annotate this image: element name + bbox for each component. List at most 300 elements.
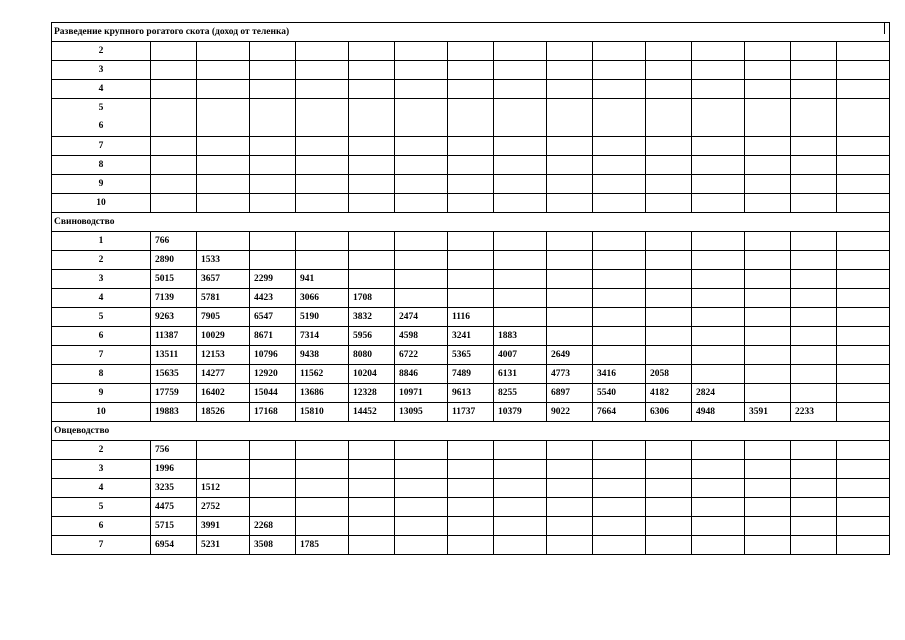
- value-cell: [349, 42, 395, 61]
- value-cell: [791, 517, 837, 536]
- value-cell: [791, 441, 837, 460]
- section-header-row: [52, 422, 890, 441]
- value-cell: [151, 61, 197, 80]
- table-row: [52, 99, 890, 137]
- value-cell: [296, 232, 349, 251]
- value-cell: [197, 61, 250, 80]
- year-number: 5: [98, 103, 104, 113]
- value-cell: [837, 441, 890, 460]
- value-cell: [593, 441, 646, 460]
- value-cell: [494, 42, 547, 61]
- value-cell: [791, 289, 837, 308]
- value-cell: [151, 42, 197, 61]
- value-cell: 2752: [197, 498, 250, 517]
- value-cell: [837, 175, 890, 194]
- value-cell: [646, 175, 692, 194]
- value-cell: [494, 270, 547, 289]
- value-cell: [837, 61, 890, 80]
- table-row: [52, 42, 890, 61]
- year-number-cell: 3: [52, 460, 151, 479]
- value-cell: 14277: [197, 365, 250, 384]
- value-cell: [547, 251, 593, 270]
- value-cell: [791, 175, 837, 194]
- value-cell: 5190: [296, 308, 349, 327]
- value-cell: [349, 270, 395, 289]
- year-number-cell: [52, 99, 151, 137]
- value-cell: [837, 365, 890, 384]
- value-cell: [197, 441, 250, 460]
- value-cell: 8846: [395, 365, 448, 384]
- value-cell: 3508: [250, 536, 296, 555]
- value-cell: [837, 384, 890, 403]
- value-cell: 5540: [593, 384, 646, 403]
- value-cell: 7489: [448, 365, 494, 384]
- value-cell: [745, 251, 791, 270]
- value-cell: 10029: [197, 327, 250, 346]
- value-cell: [837, 536, 890, 555]
- value-cell: [837, 42, 890, 61]
- value-cell: [448, 251, 494, 270]
- value-cell: 3241: [448, 327, 494, 346]
- value-cell: 8671: [250, 327, 296, 346]
- year-number-cell: 6: [52, 517, 151, 536]
- value-cell: [151, 137, 197, 156]
- value-cell: [296, 251, 349, 270]
- value-cell: [692, 289, 745, 308]
- value-cell: [593, 460, 646, 479]
- value-cell: [646, 327, 692, 346]
- section-header-row: [52, 23, 890, 42]
- value-cell: [494, 498, 547, 517]
- value-cell: [151, 194, 197, 213]
- value-cell: [646, 441, 692, 460]
- value-cell: [197, 80, 250, 99]
- value-cell: 6306: [646, 403, 692, 422]
- value-cell: [250, 498, 296, 517]
- value-cell: [692, 346, 745, 365]
- value-cell: [791, 99, 837, 137]
- value-cell: [646, 346, 692, 365]
- value-cell: [547, 80, 593, 99]
- value-cell: [791, 270, 837, 289]
- value-cell: [395, 137, 448, 156]
- value-cell: [646, 156, 692, 175]
- value-cell: 12153: [197, 346, 250, 365]
- value-cell: [745, 308, 791, 327]
- year-number-cell: 2: [52, 42, 151, 61]
- value-cell: [791, 61, 837, 80]
- value-cell: [791, 137, 837, 156]
- value-cell: 5956: [349, 327, 395, 346]
- value-cell: [349, 498, 395, 517]
- value-cell: 4948: [692, 403, 745, 422]
- value-cell: [547, 327, 593, 346]
- value-cell: [692, 99, 745, 137]
- value-cell: [349, 232, 395, 251]
- year-number-cell: 4: [52, 289, 151, 308]
- value-cell: [692, 80, 745, 99]
- value-cell: 9613: [448, 384, 494, 403]
- value-cell: [197, 232, 250, 251]
- value-cell: [448, 194, 494, 213]
- value-cell: [692, 137, 745, 156]
- value-cell: [837, 308, 890, 327]
- value-cell: [745, 80, 791, 99]
- value-cell: 2299: [250, 270, 296, 289]
- value-cell: [745, 270, 791, 289]
- value-cell: 15810: [296, 403, 349, 422]
- value-cell: [395, 175, 448, 194]
- value-cell: [692, 251, 745, 270]
- table-row: [52, 194, 890, 213]
- value-cell: 4007: [494, 346, 547, 365]
- value-cell: [395, 232, 448, 251]
- year-number-cell: 2: [52, 251, 151, 270]
- value-cell: 1883: [494, 327, 547, 346]
- value-cell: [593, 536, 646, 555]
- value-cell: [448, 441, 494, 460]
- value-cell: [448, 99, 494, 137]
- value-cell: [646, 498, 692, 517]
- value-cell: [593, 346, 646, 365]
- value-cell: 3066: [296, 289, 349, 308]
- table-row: [52, 498, 890, 517]
- value-cell: [151, 99, 197, 137]
- value-cell: [547, 194, 593, 213]
- value-cell: 5231: [197, 536, 250, 555]
- value-cell: [250, 156, 296, 175]
- value-cell: [349, 61, 395, 80]
- value-cell: 12328: [349, 384, 395, 403]
- value-cell: [395, 441, 448, 460]
- value-cell: [646, 251, 692, 270]
- value-cell: [448, 232, 494, 251]
- value-cell: 17759: [151, 384, 197, 403]
- value-cell: [593, 61, 646, 80]
- value-cell: [646, 137, 692, 156]
- value-cell: [745, 365, 791, 384]
- value-cell: [197, 194, 250, 213]
- value-cell: [494, 460, 547, 479]
- value-cell: [349, 156, 395, 175]
- value-cell: [837, 251, 890, 270]
- value-cell: 6547: [250, 308, 296, 327]
- value-cell: 6131: [494, 365, 547, 384]
- section-title: Овцеводство: [52, 422, 890, 441]
- value-cell: [745, 61, 791, 80]
- value-cell: 4423: [250, 289, 296, 308]
- value-cell: [547, 99, 593, 137]
- value-cell: [448, 479, 494, 498]
- value-cell: 3657: [197, 270, 250, 289]
- table-row: [52, 536, 890, 555]
- value-cell: [837, 289, 890, 308]
- value-cell: [349, 251, 395, 270]
- value-cell: [494, 517, 547, 536]
- value-cell: [349, 460, 395, 479]
- value-cell: [547, 517, 593, 536]
- value-cell: [250, 175, 296, 194]
- value-cell: 7664: [593, 403, 646, 422]
- value-cell: [395, 479, 448, 498]
- value-cell: [197, 99, 250, 137]
- value-cell: [296, 479, 349, 498]
- value-cell: [547, 232, 593, 251]
- value-cell: [745, 517, 791, 536]
- value-cell: [395, 289, 448, 308]
- value-cell: [197, 156, 250, 175]
- value-cell: [547, 308, 593, 327]
- table-row: [52, 460, 890, 479]
- table-row: [52, 327, 890, 346]
- value-cell: 13686: [296, 384, 349, 403]
- value-cell: [791, 156, 837, 175]
- value-cell: [448, 517, 494, 536]
- value-cell: [296, 460, 349, 479]
- table-row: [52, 156, 890, 175]
- value-cell: [791, 479, 837, 498]
- year-number-cell: 7: [52, 536, 151, 555]
- value-cell: [494, 137, 547, 156]
- value-cell: [494, 441, 547, 460]
- value-cell: 766: [151, 232, 197, 251]
- value-cell: 13095: [395, 403, 448, 422]
- value-cell: [646, 232, 692, 251]
- value-cell: [151, 175, 197, 194]
- value-cell: [791, 498, 837, 517]
- value-cell: [296, 80, 349, 99]
- value-cell: [791, 536, 837, 555]
- value-cell: 19883: [151, 403, 197, 422]
- value-cell: 4773: [547, 365, 593, 384]
- value-cell: [593, 498, 646, 517]
- value-cell: [593, 251, 646, 270]
- table-row: [52, 251, 890, 270]
- value-cell: 6722: [395, 346, 448, 365]
- value-cell: [494, 194, 547, 213]
- value-cell: 6897: [547, 384, 593, 403]
- year-number-cell: 5: [52, 308, 151, 327]
- table-row: [52, 365, 890, 384]
- value-cell: [745, 42, 791, 61]
- value-cell: [395, 156, 448, 175]
- value-cell: 15635: [151, 365, 197, 384]
- value-cell: 13511: [151, 346, 197, 365]
- value-cell: [296, 194, 349, 213]
- value-cell: [547, 270, 593, 289]
- value-cell: [494, 289, 547, 308]
- value-cell: [349, 99, 395, 137]
- value-cell: 2474: [395, 308, 448, 327]
- value-cell: 1785: [296, 536, 349, 555]
- value-cell: 9022: [547, 403, 593, 422]
- value-cell: 12920: [250, 365, 296, 384]
- table-row: [52, 308, 890, 327]
- value-cell: [692, 232, 745, 251]
- value-cell: 8080: [349, 346, 395, 365]
- value-cell: [837, 194, 890, 213]
- value-cell: 3235: [151, 479, 197, 498]
- value-cell: [494, 536, 547, 555]
- value-cell: [646, 308, 692, 327]
- value-cell: 17168: [250, 403, 296, 422]
- value-cell: [837, 232, 890, 251]
- value-cell: [837, 460, 890, 479]
- value-cell: [593, 42, 646, 61]
- value-cell: [692, 61, 745, 80]
- value-cell: [448, 42, 494, 61]
- year-number-cell: 10: [52, 403, 151, 422]
- value-cell: 14452: [349, 403, 395, 422]
- value-cell: 5715: [151, 517, 197, 536]
- value-cell: [593, 327, 646, 346]
- value-cell: 2649: [547, 346, 593, 365]
- value-cell: [448, 137, 494, 156]
- value-cell: [547, 498, 593, 517]
- income-table: [51, 22, 890, 555]
- value-cell: 3991: [197, 517, 250, 536]
- value-cell: [745, 175, 791, 194]
- value-cell: [791, 384, 837, 403]
- value-cell: [692, 194, 745, 213]
- value-cell: [349, 175, 395, 194]
- value-cell: [745, 460, 791, 479]
- value-cell: [791, 80, 837, 99]
- value-cell: [296, 61, 349, 80]
- value-cell: [791, 42, 837, 61]
- value-cell: [791, 194, 837, 213]
- value-cell: [791, 460, 837, 479]
- value-cell: 11737: [448, 403, 494, 422]
- value-cell: [692, 517, 745, 536]
- value-cell: [494, 156, 547, 175]
- value-cell: 4182: [646, 384, 692, 403]
- value-cell: [349, 441, 395, 460]
- value-cell: 2233: [791, 403, 837, 422]
- value-cell: [296, 42, 349, 61]
- year-number-cell: 7: [52, 346, 151, 365]
- value-cell: 16402: [197, 384, 250, 403]
- value-cell: [646, 479, 692, 498]
- value-cell: [692, 536, 745, 555]
- value-cell: [646, 517, 692, 536]
- section-title: Свиноводство: [52, 213, 890, 232]
- value-cell: [349, 479, 395, 498]
- value-cell: [745, 137, 791, 156]
- table-row: [52, 232, 890, 251]
- value-cell: [745, 327, 791, 346]
- value-cell: [250, 232, 296, 251]
- value-cell: [692, 365, 745, 384]
- value-cell: 11387: [151, 327, 197, 346]
- year-number-cell: 7: [52, 137, 151, 156]
- value-cell: 1708: [349, 289, 395, 308]
- value-cell: [547, 479, 593, 498]
- value-cell: 18526: [197, 403, 250, 422]
- value-cell: 1533: [197, 251, 250, 270]
- table-body: [52, 23, 890, 555]
- value-cell: [791, 327, 837, 346]
- table-row: [52, 346, 890, 365]
- value-cell: [837, 403, 890, 422]
- value-cell: [745, 99, 791, 137]
- value-cell: [151, 80, 197, 99]
- value-cell: 7314: [296, 327, 349, 346]
- value-cell: [745, 441, 791, 460]
- value-cell: [250, 137, 296, 156]
- value-cell: [692, 498, 745, 517]
- table-row: [52, 441, 890, 460]
- value-cell: [646, 270, 692, 289]
- section-header-row: [52, 213, 890, 232]
- table-row: [52, 270, 890, 289]
- value-cell: [646, 289, 692, 308]
- value-cell: [395, 517, 448, 536]
- value-cell: [448, 289, 494, 308]
- value-cell: [448, 270, 494, 289]
- value-cell: [197, 460, 250, 479]
- value-cell: 756: [151, 441, 197, 460]
- value-cell: [448, 460, 494, 479]
- value-cell: [547, 42, 593, 61]
- value-cell: [692, 441, 745, 460]
- value-cell: 1512: [197, 479, 250, 498]
- year-number-cell: 3: [52, 270, 151, 289]
- table-row: [52, 517, 890, 536]
- year-number-cell: 3: [52, 61, 151, 80]
- value-cell: [692, 460, 745, 479]
- value-cell: [593, 308, 646, 327]
- value-cell: [837, 80, 890, 99]
- value-cell: [250, 460, 296, 479]
- value-cell: [646, 42, 692, 61]
- value-cell: [646, 80, 692, 99]
- value-cell: [494, 80, 547, 99]
- value-cell: [646, 99, 692, 137]
- value-cell: [395, 460, 448, 479]
- value-cell: 8255: [494, 384, 547, 403]
- year-number-cell: 4: [52, 80, 151, 99]
- value-cell: [395, 42, 448, 61]
- value-cell: [395, 536, 448, 555]
- value-cell: [745, 194, 791, 213]
- table-row: [52, 403, 890, 422]
- value-cell: 2824: [692, 384, 745, 403]
- value-cell: [250, 42, 296, 61]
- value-cell: [448, 156, 494, 175]
- value-cell: [250, 61, 296, 80]
- table-row: [52, 137, 890, 156]
- value-cell: [494, 99, 547, 137]
- value-cell: [745, 536, 791, 555]
- value-cell: 10971: [395, 384, 448, 403]
- value-cell: [837, 346, 890, 365]
- value-cell: [745, 479, 791, 498]
- year-number-cell: 9: [52, 384, 151, 403]
- value-cell: [448, 80, 494, 99]
- value-cell: [593, 137, 646, 156]
- year-number: 6: [98, 121, 104, 131]
- year-number-cell: 9: [52, 175, 151, 194]
- value-cell: [692, 308, 745, 327]
- value-cell: [547, 61, 593, 80]
- value-cell: [593, 289, 646, 308]
- value-cell: 9263: [151, 308, 197, 327]
- value-cell: [250, 194, 296, 213]
- value-cell: [349, 80, 395, 99]
- value-cell: [791, 346, 837, 365]
- value-cell: [494, 308, 547, 327]
